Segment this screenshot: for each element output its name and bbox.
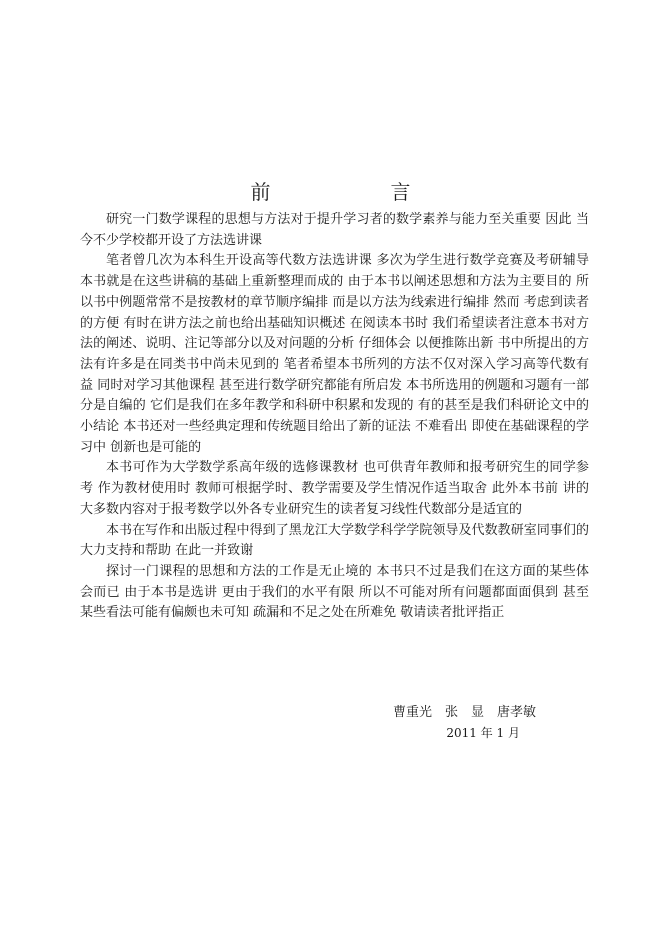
paragraph-5: 探讨一门课程的思想和方法的工作是无止境的 本书只不过是我们在这方面的某些体会而已 由于本书是选讲 更由于我们的水平有限 所以不可能对所有问题都面面俱到 甚至某些看法可能有偏颇也未可知 疏漏和不足之处在所难免 敬请读者批评指正 (80, 563, 589, 621)
paragraph-3: 本书可作为大学数学系高年级的选修课教材 也可供青年教师和报考研究生的同学参考 作为教材使用时 教师可根据学时、教学需要及学生情况作适当取舍 此外本书前 讲的大多数内容对于报考数学以外各专业研究生的读者复习线性代数部分是适宜的 (80, 460, 589, 517)
paragraph-4: 本书在写作和出版过程中得到了黑龙江大学数学科学学院领导及代数教研室同事们的大力支持和帮助 在此一并致谢 (80, 522, 589, 559)
page-title: 前 言 (250, 180, 461, 205)
preface-body (80, 210, 589, 624)
paragraph-2: 笔者曾几次为本科生开设高等代数方法选讲课 多次为学生进行数学竞赛及考研辅导 本书就是在这些讲稿的基础上重新整理而成的 由于本书以阐述思想和方法为主要目的 所以书中例题常常不是按教材的章节顺序编排 而是以方法为线索进行编排 然而 考虑到读者的方便 有时在讲方法之前也给出基础知识概述 在阅读本书时 我们希望读者注意本书对方法的阐述、说明、注记等部分以及对问题的分析 仔细体会 以便推陈出新 书中所提出的方法有许多是在同类书中尚未见到的 笔者希望本书所列的方法不仅对深入学习高等代数有益 同时对学习其他课程 甚至进行数学研究都能有所启发 本书所选用的例题和习题有一部分是自编的 它们是我们在多年教学和科研中积累和发现的 有的甚至是我们科研论文中的小结论 本书还对一些经典定理和传统题目给出了新的证法 不难看出 即使在基础课程的学习中 创新也是可能的 (80, 253, 589, 455)
paragraph-1: 研究一门数学课程的思想与方法对于提升学习者的数学素养与能力至关重要 因此 当今不少学校都开设了方法选讲课 (80, 212, 589, 248)
author-signature: 曹重光 张 显 唐孝敏 (392, 705, 536, 720)
signature-date: 2011 年 1 月 (446, 726, 520, 740)
